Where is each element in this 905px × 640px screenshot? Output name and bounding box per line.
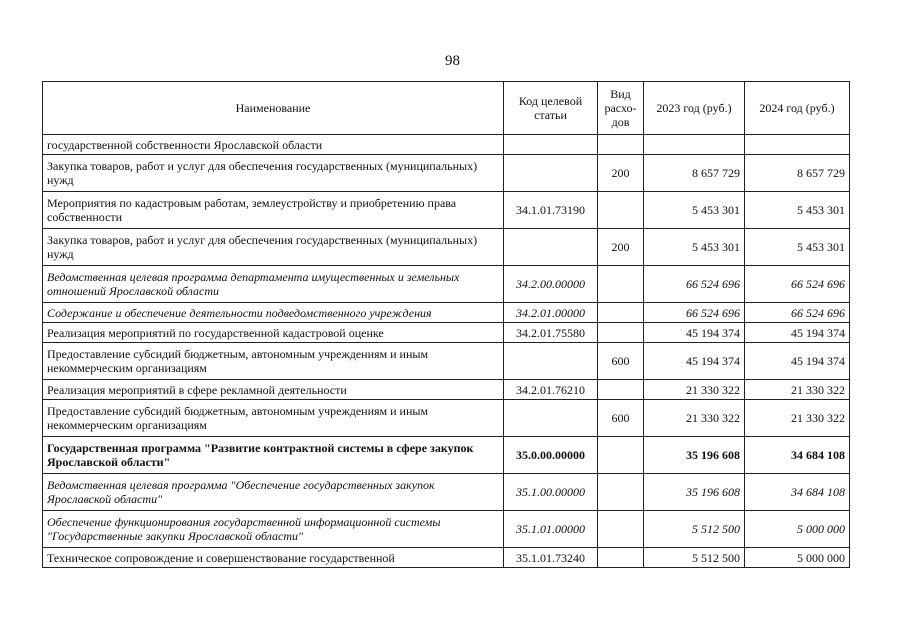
row-2024: 5 000 000	[745, 511, 850, 548]
row-2023: 35 196 608	[644, 474, 745, 511]
row-vid	[598, 548, 644, 568]
row-2024: 66 524 696	[745, 303, 850, 323]
row-code	[504, 229, 598, 266]
row-2024: 5 453 301	[745, 192, 850, 229]
row-vid	[598, 437, 644, 474]
row-2023: 66 524 696	[644, 303, 745, 323]
row-2024: 34 684 108	[745, 437, 850, 474]
row-name: Закупка товаров, работ и услуг для обеспечения государственных (муниципальных) нужд	[43, 229, 504, 266]
table-row	[43, 511, 850, 548]
row-name: Ведомственная целевая программа "Обеспечение государственных закупок Ярославской области"	[43, 474, 504, 511]
row-name: Закупка товаров, работ и услуг для обеспечения государственных (муниципальных) нужд	[43, 155, 504, 192]
row-name: Обеспечение функционирования государственной информационной системы "Государственные закупки Ярославской области"	[43, 511, 504, 548]
table-row	[43, 548, 850, 568]
budget-table	[42, 81, 850, 568]
row-vid	[598, 511, 644, 548]
row-name: Содержание и обеспечение деятельности подведомственного учреждения	[43, 303, 504, 323]
row-2023: 66 524 696	[644, 266, 745, 303]
row-2024: 34 684 108	[745, 474, 850, 511]
row-name: Реализация мероприятий по государственной кадастровой оценке	[43, 323, 504, 343]
row-name: Реализация мероприятий в сфере рекламной деятельности	[43, 380, 504, 400]
table-row	[43, 303, 850, 323]
row-2024: 45 194 374	[745, 343, 850, 380]
row-2023: 45 194 374	[644, 323, 745, 343]
row-code: 35.1.00.00000	[504, 474, 598, 511]
table-row	[43, 400, 850, 437]
row-code	[504, 400, 598, 437]
row-code: 34.2.00.00000	[504, 266, 598, 303]
header-2023: 2023 год (руб.)	[644, 82, 745, 135]
header-vid: Вид расхо-дов	[598, 82, 644, 135]
row-code	[504, 155, 598, 192]
row-vid: 200	[598, 155, 644, 192]
row-vid: 600	[598, 400, 644, 437]
row-code: 34.1.01.73190	[504, 192, 598, 229]
row-name: Ведомственная целевая программа департамента имущественных и земельных отношений Ярославской области	[43, 266, 504, 303]
row-vid	[598, 323, 644, 343]
row-name: Мероприятия по кадастровым работам, землеустройству и приобретению права собственности	[43, 192, 504, 229]
row-vid	[598, 380, 644, 400]
table-row	[43, 323, 850, 343]
row-2024: 5 453 301	[745, 229, 850, 266]
table-row	[43, 474, 850, 511]
row-2023: 5 512 500	[644, 548, 745, 568]
row-vid	[598, 266, 644, 303]
row-code: 34.2.01.76210	[504, 380, 598, 400]
row-2024: 21 330 322	[745, 400, 850, 437]
table-row	[43, 437, 850, 474]
row-name: Предоставление субсидий бюджетным, автономным учреждениям и иным некоммерческим организациям	[43, 400, 504, 437]
row-2023: 5 453 301	[644, 192, 745, 229]
row-2023: 21 330 322	[644, 380, 745, 400]
header-code: Код целевой статьи	[504, 82, 598, 135]
table-row	[43, 135, 850, 155]
row-2023: 45 194 374	[644, 343, 745, 380]
row-code: 34.2.01.00000	[504, 303, 598, 323]
table-row	[43, 380, 850, 400]
row-vid: 200	[598, 229, 644, 266]
row-2024	[745, 135, 850, 155]
row-code: 34.2.01.75580	[504, 323, 598, 343]
row-vid	[598, 135, 644, 155]
row-vid	[598, 303, 644, 323]
row-2024: 45 194 374	[745, 323, 850, 343]
row-code	[504, 343, 598, 380]
table-row	[43, 229, 850, 266]
row-2023: 5 512 500	[644, 511, 745, 548]
row-2023: 8 657 729	[644, 155, 745, 192]
table-row	[43, 192, 850, 229]
row-2023: 35 196 608	[644, 437, 745, 474]
header-2024: 2024 год (руб.)	[745, 82, 850, 135]
header-name: Наименование	[43, 82, 504, 135]
row-2024: 21 330 322	[745, 380, 850, 400]
row-name: Государственная программа "Развитие контрактной системы в сфере закупок Ярославской области"	[43, 437, 504, 474]
row-2023: 5 453 301	[644, 229, 745, 266]
row-2024: 66 524 696	[745, 266, 850, 303]
table-row	[43, 266, 850, 303]
row-vid	[598, 474, 644, 511]
row-name: государственной собственности Ярославской области	[43, 135, 504, 155]
row-code: 35.1.01.00000	[504, 511, 598, 548]
row-2023: 21 330 322	[644, 400, 745, 437]
page-number: 98	[445, 53, 460, 69]
row-2024: 8 657 729	[745, 155, 850, 192]
row-vid: 600	[598, 343, 644, 380]
table-row	[43, 343, 850, 380]
row-2023	[644, 135, 745, 155]
row-code: 35.0.00.00000	[504, 437, 598, 474]
row-vid	[598, 192, 644, 229]
row-name: Предоставление субсидий бюджетным, автономным учреждениям и иным некоммерческим организациям	[43, 343, 504, 380]
row-code	[504, 135, 598, 155]
row-name: Техническое сопровождение и совершенствование государственной	[43, 548, 504, 568]
row-code: 35.1.01.73240	[504, 548, 598, 568]
row-2024: 5 000 000	[745, 548, 850, 568]
header-row	[43, 82, 850, 135]
table-row	[43, 155, 850, 192]
